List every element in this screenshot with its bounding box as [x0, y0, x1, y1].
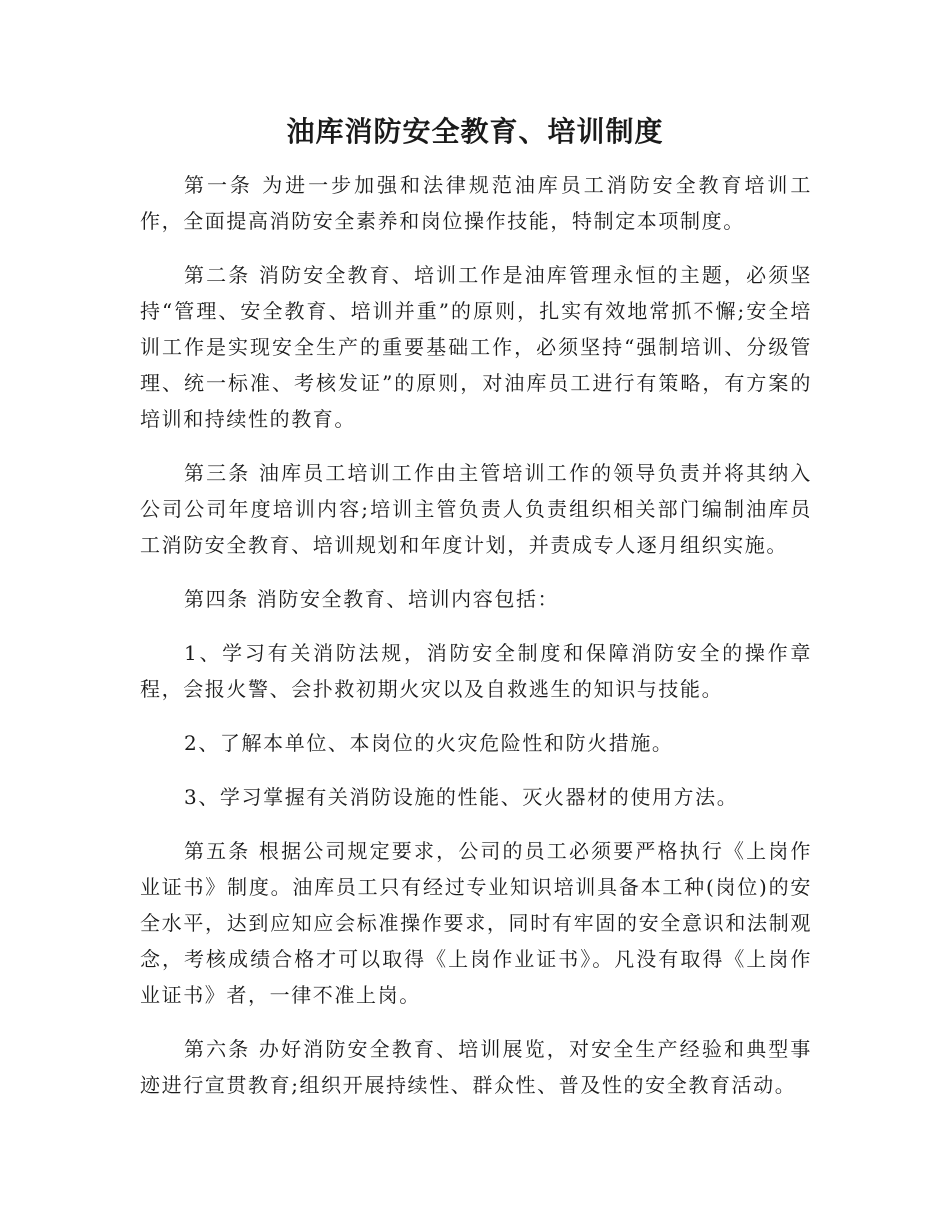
list-item-1: 1、学习有关消防法规，消防安全制度和保障消防安全的操作章程，会报火警、会扑救初期火灾以及自救逃生的知识与技能。: [140, 641, 812, 701]
article-1-paragraph: 第一条 为进一步加强和法律规范油库员工消防安全教育培训工作，全面提高消防安全素养和岗位操作技能，特制定本项制度。: [140, 173, 812, 233]
article-4-paragraph: 第四条 消防安全教育、培训内容包括：: [184, 587, 560, 611]
article-2-paragraph: 第二条 消防安全教育、培训工作是油库管理永恒的主题，必须坚持“管理、安全教育、培训并重”的原则，扎实有效地常抓不懈;安全培训工作是实现安全生产的重要基础工作，必须坚持“强制培训、分级管理、统一标准、考核发证”的原则，对油库员工进行有策略，有方案的培训和持续性的教育。: [140, 263, 812, 431]
document-title: 油库消防安全教育、培训制度: [286, 115, 664, 148]
document-body: [140, 167, 812, 1121]
article-5-paragraph: 第五条 根据公司规定要求，公司的员工必须要严格执行《上岗作业证书》制度。油库员工只有经过专业知识培训具备本工种(岗位)的安全水平，达到应知应会标准操作要求，同时有牢固的安全意识和法制观念，考核成绩合格才可以取得《上岗作业证书》。凡没有取得《上岗作业证书》者，一律不准上岗。: [140, 839, 812, 1007]
article-3-paragraph: 第三条 油库员工培训工作由主管培训工作的领导负责并将其纳入公司公司年度培训内容;培训主管负责人负责组织相关部门编制油库员工消防安全教育、培训规划和年度计划，并责成专人逐月组织实施。: [140, 461, 812, 557]
list-item-2: 2、了解本单位、本岗位的火灾危险性和防火措施。: [184, 731, 674, 755]
list-item-3: 3、学习掌握有关消防设施的性能、灭火器材的使用方法。: [184, 785, 739, 809]
article-6-paragraph: 第六条 办好消防安全教育、培训展览，对安全生产经验和典型事迹进行宣贯教育;组织开展持续性、群众性、普及性的安全教育活动。: [140, 1037, 812, 1097]
